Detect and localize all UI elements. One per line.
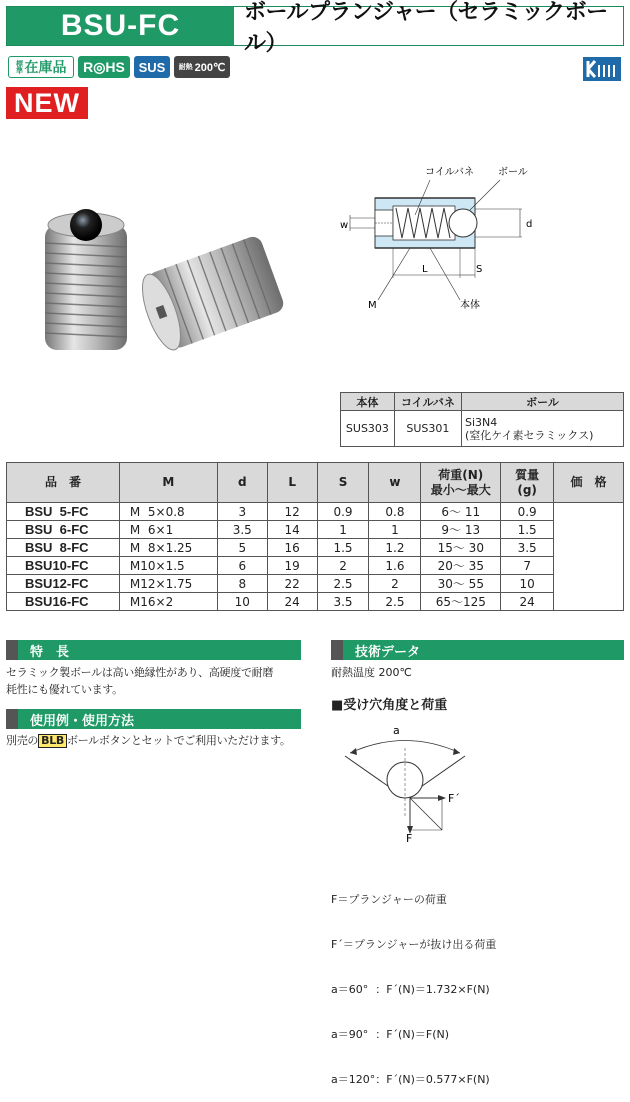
usage-text-pre: 別売の: [6, 734, 39, 747]
usage-bar-block: [6, 709, 18, 729]
heat-badge-label: 200℃: [194, 61, 226, 74]
spec-cell: 14: [267, 521, 317, 539]
blb-link[interactable]: BLB: [38, 734, 67, 748]
formula-line: a＝120°：F´(N)＝0.577×F(N): [331, 1073, 490, 1086]
col-mass-line1: 質量: [515, 467, 540, 482]
price-cell: [554, 503, 624, 611]
spec-cell: 3: [217, 503, 267, 521]
heat-badge: [174, 56, 230, 78]
spec-cell: 3.5: [501, 539, 554, 557]
new-label: NEW: [6, 87, 88, 119]
label-ball: ボール: [498, 167, 528, 178]
angle-a-label: a: [393, 724, 400, 737]
spec-cell: M 6×1: [119, 521, 217, 539]
spec-cell: 30～ 55: [421, 575, 501, 593]
spec-cell: 22: [267, 575, 317, 593]
table-row: [7, 539, 624, 557]
spec-cell: M12×1.75: [119, 575, 217, 593]
label-L: L: [422, 264, 428, 275]
spec-table: [6, 462, 624, 611]
tech-text: 耐熱温度 200℃: [331, 666, 412, 679]
table-row: [7, 557, 624, 575]
table-row: [7, 503, 624, 521]
spec-cell: 65～125: [421, 593, 501, 611]
spec-cell: 3.5: [317, 593, 369, 611]
features-title: 特 長: [30, 644, 70, 660]
label-body: 本体: [460, 300, 480, 311]
product-title: ボールプランジャー（セラミックボール）: [234, 7, 623, 45]
spec-cell: 20～ 35: [421, 557, 501, 575]
plunger-lying-image: [135, 234, 286, 354]
usage-bar: [6, 709, 301, 729]
spec-cell: 1: [369, 521, 421, 539]
brand-logo-icon: [582, 56, 622, 82]
formula-line: F´＝プランジャーが抜け出る荷重: [331, 938, 497, 951]
angle-f-label: F: [406, 832, 413, 845]
spec-cell: M16×2: [119, 593, 217, 611]
spec-cell: 15～ 30: [421, 539, 501, 557]
spec-cell: 2: [369, 575, 421, 593]
spec-cell: 10: [501, 575, 554, 593]
mat-header-ball: ボール: [461, 393, 623, 411]
part-number-cell: BSU 5-FC: [7, 503, 120, 521]
spec-cell: 2.5: [369, 593, 421, 611]
col-price: 価 格: [554, 463, 624, 503]
heat-badge-small: 耐熱: [178, 64, 193, 71]
mat-ball-desc: (窒化ケイ素セラミックス): [464, 428, 594, 442]
mat-header-body: 本体: [341, 393, 395, 411]
angle-title: ■受け穴角度と荷重: [331, 698, 448, 713]
col-s: S: [317, 463, 369, 503]
tech-bar: [331, 640, 624, 660]
col-load-line2: 最小～最大: [430, 482, 491, 497]
part-number-cell: BSU10-FC: [7, 557, 120, 575]
angle-formulas: [331, 862, 496, 1102]
material-table: [340, 392, 624, 447]
hole-angle-diagram: [330, 718, 480, 843]
spec-cell: 16: [267, 539, 317, 557]
product-photo: [30, 195, 290, 375]
spec-cell: 2: [317, 557, 369, 575]
part-number-cell: BSU 8-FC: [7, 539, 120, 557]
spec-cell: 1: [317, 521, 369, 539]
spec-cell: 10: [217, 593, 267, 611]
spec-cell: 2.5: [317, 575, 369, 593]
cross-section-drawing: [330, 160, 545, 315]
rohs-badge: R◎HS: [78, 56, 130, 78]
table-row: [7, 521, 624, 539]
mat-ball-value: [461, 411, 623, 447]
table-row: [7, 575, 624, 593]
spec-cell: 0.8: [369, 503, 421, 521]
spec-cell: 0.9: [501, 503, 554, 521]
spec-cell: 12: [267, 503, 317, 521]
label-d: d: [526, 219, 533, 230]
spec-cell: 1.5: [317, 539, 369, 557]
spec-cell: 9～ 13: [421, 521, 501, 539]
label-M: M: [368, 300, 377, 311]
product-code: BSU-FC: [7, 7, 234, 45]
features-text-line2: 耗性にも優れています。: [6, 683, 123, 696]
table-row: [7, 593, 624, 611]
part-number-cell: BSU 6-FC: [7, 521, 120, 539]
stock-badge-label: 在庫品: [24, 59, 67, 75]
stock-badge-small: 標準: [15, 60, 23, 74]
col-d: d: [217, 463, 267, 503]
spec-cell: 24: [501, 593, 554, 611]
features-text-line1: セラミック製ボールは高い絶縁性があり、高硬度で耐磨: [6, 666, 274, 679]
spec-cell: M 8×1.25: [119, 539, 217, 557]
label-w: w: [340, 220, 349, 231]
spec-cell: 1.6: [369, 557, 421, 575]
plunger-upright-image: [45, 209, 127, 350]
spec-cell: 1.5: [501, 521, 554, 539]
mat-body-value: SUS303: [341, 411, 395, 447]
spec-cell: 3.5: [217, 521, 267, 539]
spec-cell: 6～ 11: [421, 503, 501, 521]
spec-cell: 19: [267, 557, 317, 575]
part-number-cell: BSU16-FC: [7, 593, 120, 611]
tech-title: 技術データ: [355, 644, 421, 660]
tech-bar-block: [331, 640, 343, 660]
sus-badge: SUS: [134, 56, 170, 78]
formula-line: a＝90° ：F´(N)＝F(N): [331, 1028, 450, 1041]
col-load: [421, 463, 501, 503]
usage-text: [6, 732, 316, 749]
col-m: M: [119, 463, 217, 503]
col-part: 品 番: [7, 463, 120, 503]
mat-ball-formula: Si3N4: [464, 415, 498, 429]
spec-cell: 7: [501, 557, 554, 575]
label-S: S: [476, 264, 483, 275]
usage-text-post: ボールボタンとセットでご利用いただけます。: [67, 734, 291, 747]
mat-spring-value: SUS301: [394, 411, 461, 447]
col-mass: [501, 463, 554, 503]
part-number-cell: BSU12-FC: [7, 575, 120, 593]
label-coil-spring: コイルバネ: [425, 167, 474, 178]
stock-badge: [8, 56, 74, 78]
features-bar: [6, 640, 301, 660]
col-l: L: [267, 463, 317, 503]
features-text: [6, 664, 306, 698]
formula-line: F＝プランジャーの荷重: [331, 893, 447, 906]
spec-cell: 1.2: [369, 539, 421, 557]
spec-cell: 0.9: [317, 503, 369, 521]
spec-cell: 8: [217, 575, 267, 593]
spec-cell: 24: [267, 593, 317, 611]
spec-cell: M10×1.5: [119, 557, 217, 575]
col-w: w: [369, 463, 421, 503]
spec-cell: M 5×0.8: [119, 503, 217, 521]
usage-title: 使用例・使用方法: [30, 713, 135, 729]
features-bar-block: [6, 640, 18, 660]
page-header: [6, 0, 624, 56]
mat-header-spring: コイルバネ: [394, 393, 461, 411]
spec-cell: 5: [217, 539, 267, 557]
spec-cell: 6: [217, 557, 267, 575]
badge-row: [8, 56, 230, 78]
angle-fp-label: F´: [448, 792, 460, 805]
formula-line: a＝60° ：F´(N)＝1.732×F(N): [331, 983, 490, 996]
col-load-line1: 荷重(N): [438, 467, 484, 482]
col-mass-line2: (g): [517, 482, 537, 497]
